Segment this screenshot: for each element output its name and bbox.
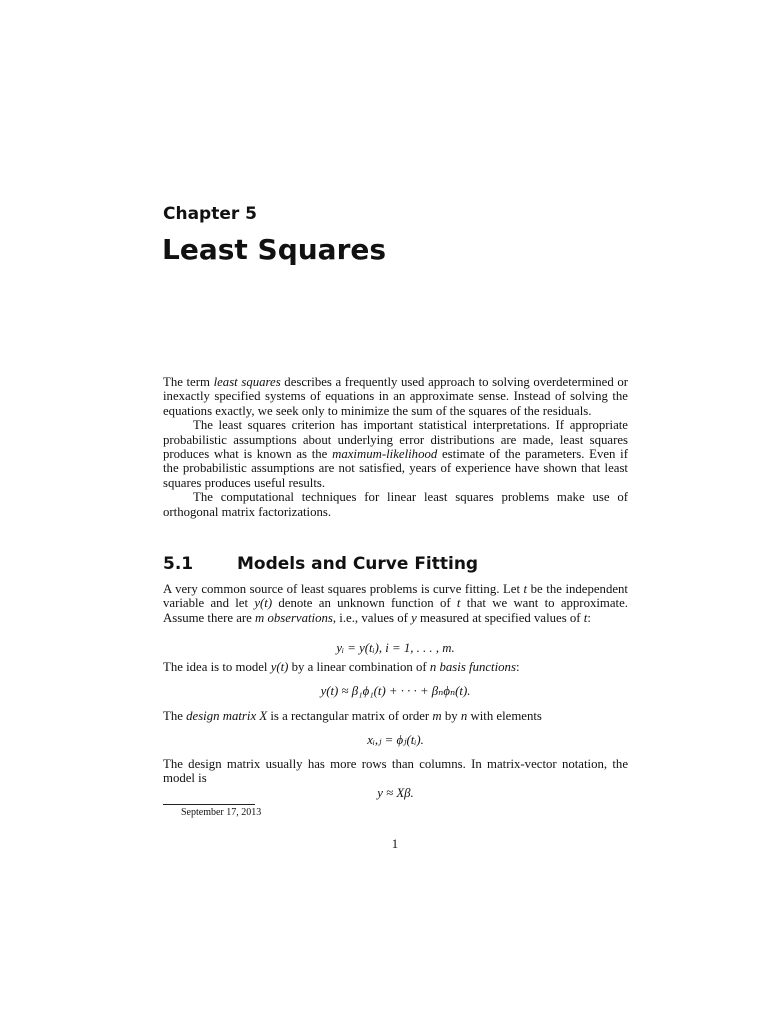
text-run: The computational techniques for linear least squares problems make use of orthogonal matrix factorizations. (163, 490, 628, 519)
chapter-title: Least Squares (162, 233, 387, 266)
intro-paragraph-3 (163, 490, 628, 519)
body-paragraph-4 (163, 757, 628, 786)
math-symbol: y(t) (270, 660, 289, 674)
math-symbol: n (460, 709, 468, 723)
emphasis-term: maximum-likelihood (332, 447, 438, 462)
equation-design-matrix (163, 733, 628, 748)
math-symbol: t (456, 596, 461, 611)
math-symbol: m (255, 610, 265, 625)
math-symbol: X (259, 709, 268, 723)
text-run: is a rectangular matrix of order (267, 709, 433, 723)
intro-paragraph-2 (163, 418, 628, 490)
intro-paragraph-1 (163, 375, 628, 418)
text-run: The idea is to model (163, 660, 271, 674)
chapter-label: Chapter 5 (163, 204, 258, 224)
math-symbol: t (583, 610, 588, 625)
intro-text (163, 375, 628, 519)
text-run: that we want to approximate. Assume there are (163, 596, 628, 625)
text-run: : (587, 610, 591, 625)
text-run: A very common source of least squares problems is curve fitting. Let (163, 582, 524, 596)
equation-text: yᵢ = y(tᵢ), i = 1, . . . , m. (336, 641, 455, 655)
equation-text: y ≈ Xβ. (377, 786, 414, 800)
section-heading (163, 553, 478, 575)
text-run: : (515, 660, 520, 674)
body-paragraph-2 (163, 660, 628, 674)
text-run: The design matrix usually has more rows than columns. In matrix-vector notation, the model is (163, 757, 628, 786)
equation-matrix-form (163, 786, 628, 801)
text-run: The (163, 709, 187, 723)
text-run: The term (163, 375, 214, 389)
section-number: 5.1 (163, 554, 194, 574)
text-run: denote an unknown function of (272, 596, 457, 611)
text-run: measured at specified values of (416, 610, 584, 625)
math-symbol: t (523, 582, 528, 596)
math-symbol: y (411, 610, 417, 625)
text-run: estimate of the parameters. Even if the probabilistic assumptions are not satisfied, years of experience have shown that least squares produces useful results. (163, 447, 628, 490)
body-paragraph-1 (163, 582, 628, 625)
text-run: The least squares criterion has important statistical interpretations. If appropriate probabilistic assumptions about underlying error distributions are made, least squares produces what is known as the (163, 418, 628, 462)
emphasis-term: least squares (213, 375, 281, 389)
emphasis-term: design matrix (186, 709, 257, 723)
math-symbol: m (432, 709, 442, 723)
section-title: Models and Curve Fitting (237, 554, 479, 574)
math-symbol: y(t) (254, 596, 273, 611)
text-run: by (441, 709, 461, 723)
equation-model (163, 684, 628, 699)
equation-text: xᵢ,ⱼ = ϕⱼ(tᵢ). (367, 733, 424, 747)
equation-observations (163, 641, 628, 656)
text-run: , i.e., values of (332, 610, 412, 625)
footnote-rule (163, 804, 255, 805)
text-run: describes a frequently used approach to solving overdetermined or inexactly specified systems of equations in an approximate sense. Instead of solving the equations exactly, we seek only to minimize the sum of the squares of the residuals. (163, 375, 628, 418)
emphasis-term: basis functions (439, 660, 516, 674)
page-number: 1 (391, 837, 399, 851)
footnote-date: September 17, 2013 (181, 807, 262, 818)
body-paragraph-3 (163, 709, 628, 723)
emphasis-term: observations (267, 610, 333, 625)
text-run: by a linear combination of (288, 660, 430, 674)
text-run: with elements (467, 709, 542, 723)
equation-text: y(t) ≈ β₁ϕ₁(t) + · · · + βₙϕₙ(t). (320, 684, 471, 698)
text-run: be the independent variable and let (163, 582, 628, 611)
math-symbol: n (429, 660, 437, 674)
